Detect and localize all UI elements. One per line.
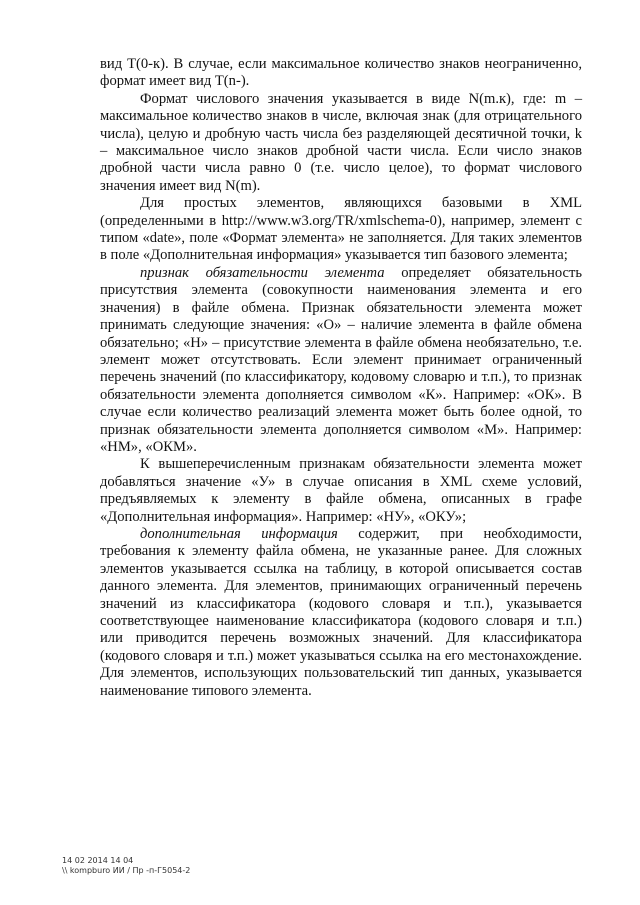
paragraph-mandatory-flag <box>100 265 582 456</box>
paragraph-additional-info <box>100 526 582 700</box>
document-body <box>100 56 582 700</box>
term-additional-info: дополнительная информация <box>140 525 338 542</box>
paragraph-additional-flag <box>100 456 582 526</box>
paragraph-format-continuation <box>100 56 582 91</box>
paragraph-text: определяет обязательность присутствия элемента (совокупности наименования элемента и его значения) в файле обмена. Признак обязательности элемента может принимать следующие значения: «О» – наличие элемента в файле обмена обязательно; «Н» – присутствие элемента в файле обмена необязательно, т.е. элемент может отсутствовать. Если элемент принимает ограниченный перечень значений (по классификатору, кодовому словарю и т.п.), то признак обязательности элемента дополняется символом «К». Например: «ОК». В случае если количество реализаций элемента может быть более одной, то признак обязательности элемента дополняется символом «М». Например: «НМ», «ОКМ». <box>100 264 582 455</box>
paragraph-text: вид Т(0-к). В случае, если максимальное количество знаков неограниченно, формат имеет вид T(n-). <box>100 56 582 90</box>
footer-timestamp: 14 02 2014 14 04 <box>62 856 134 865</box>
print-footer <box>62 856 190 876</box>
paragraph-text: Для простых элементов, являющихся базовыми в XML (определенными в http://www.w3.org/TR/xmlschema-0), например, элемент с типом «date», поле «Формат элемента» не заполняется. Для таких элементов в поле «Дополнительная информация» указывается тип базового элемента; <box>100 195 582 264</box>
paragraph-text: Формат числового значения указывается в виде N(m.к), где: m – максимальное количество знаков в числе, включая знак (для отрицательного числа), целую и дробную часть числа без разделяющей десятичной точки, k – максимальное число знаков дробной части числа. Если число знаков дробной части числа равно 0 (т.е. число целое), то формат числового значения имеет вид N(m). <box>100 90 582 194</box>
paragraph-text: содержит, при необходимости, требования к элементу файла обмена, не указанные ранее. Для сложных элементов указывается ссылка на таблицу, в которой описывается состав данного элемента. Для элементов, принимающих ограниченный перечень значений из классификатора (кодового словаря и т.п.), указывается соответствующее наименование классификатора (кодового словаря и т.п.) или приводится перечень возможных значений. Для классификатора (кодового словаря и т.п.) может указываться ссылка на его местонахождение. Для элементов, использующих пользовательский тип данных, указывается наименование типового элемента. <box>100 525 582 699</box>
paragraph-numeric-format <box>100 91 582 195</box>
paragraph-simple-elements <box>100 195 582 265</box>
paragraph-text: К вышеперечисленным признакам обязательности элемента может добавляться значение «У» в случае описания в XML схеме условий, предъявляемых к элементу в файле обмена, описанных в графе «Дополнительная информация». Например: «НУ», «ОКУ»; <box>100 456 582 525</box>
footer-path: \\ kompburo ИИ / Пр -п-Г5054-2 <box>62 866 191 875</box>
term-mandatory-flag: признак обязательности элемента <box>140 264 385 281</box>
